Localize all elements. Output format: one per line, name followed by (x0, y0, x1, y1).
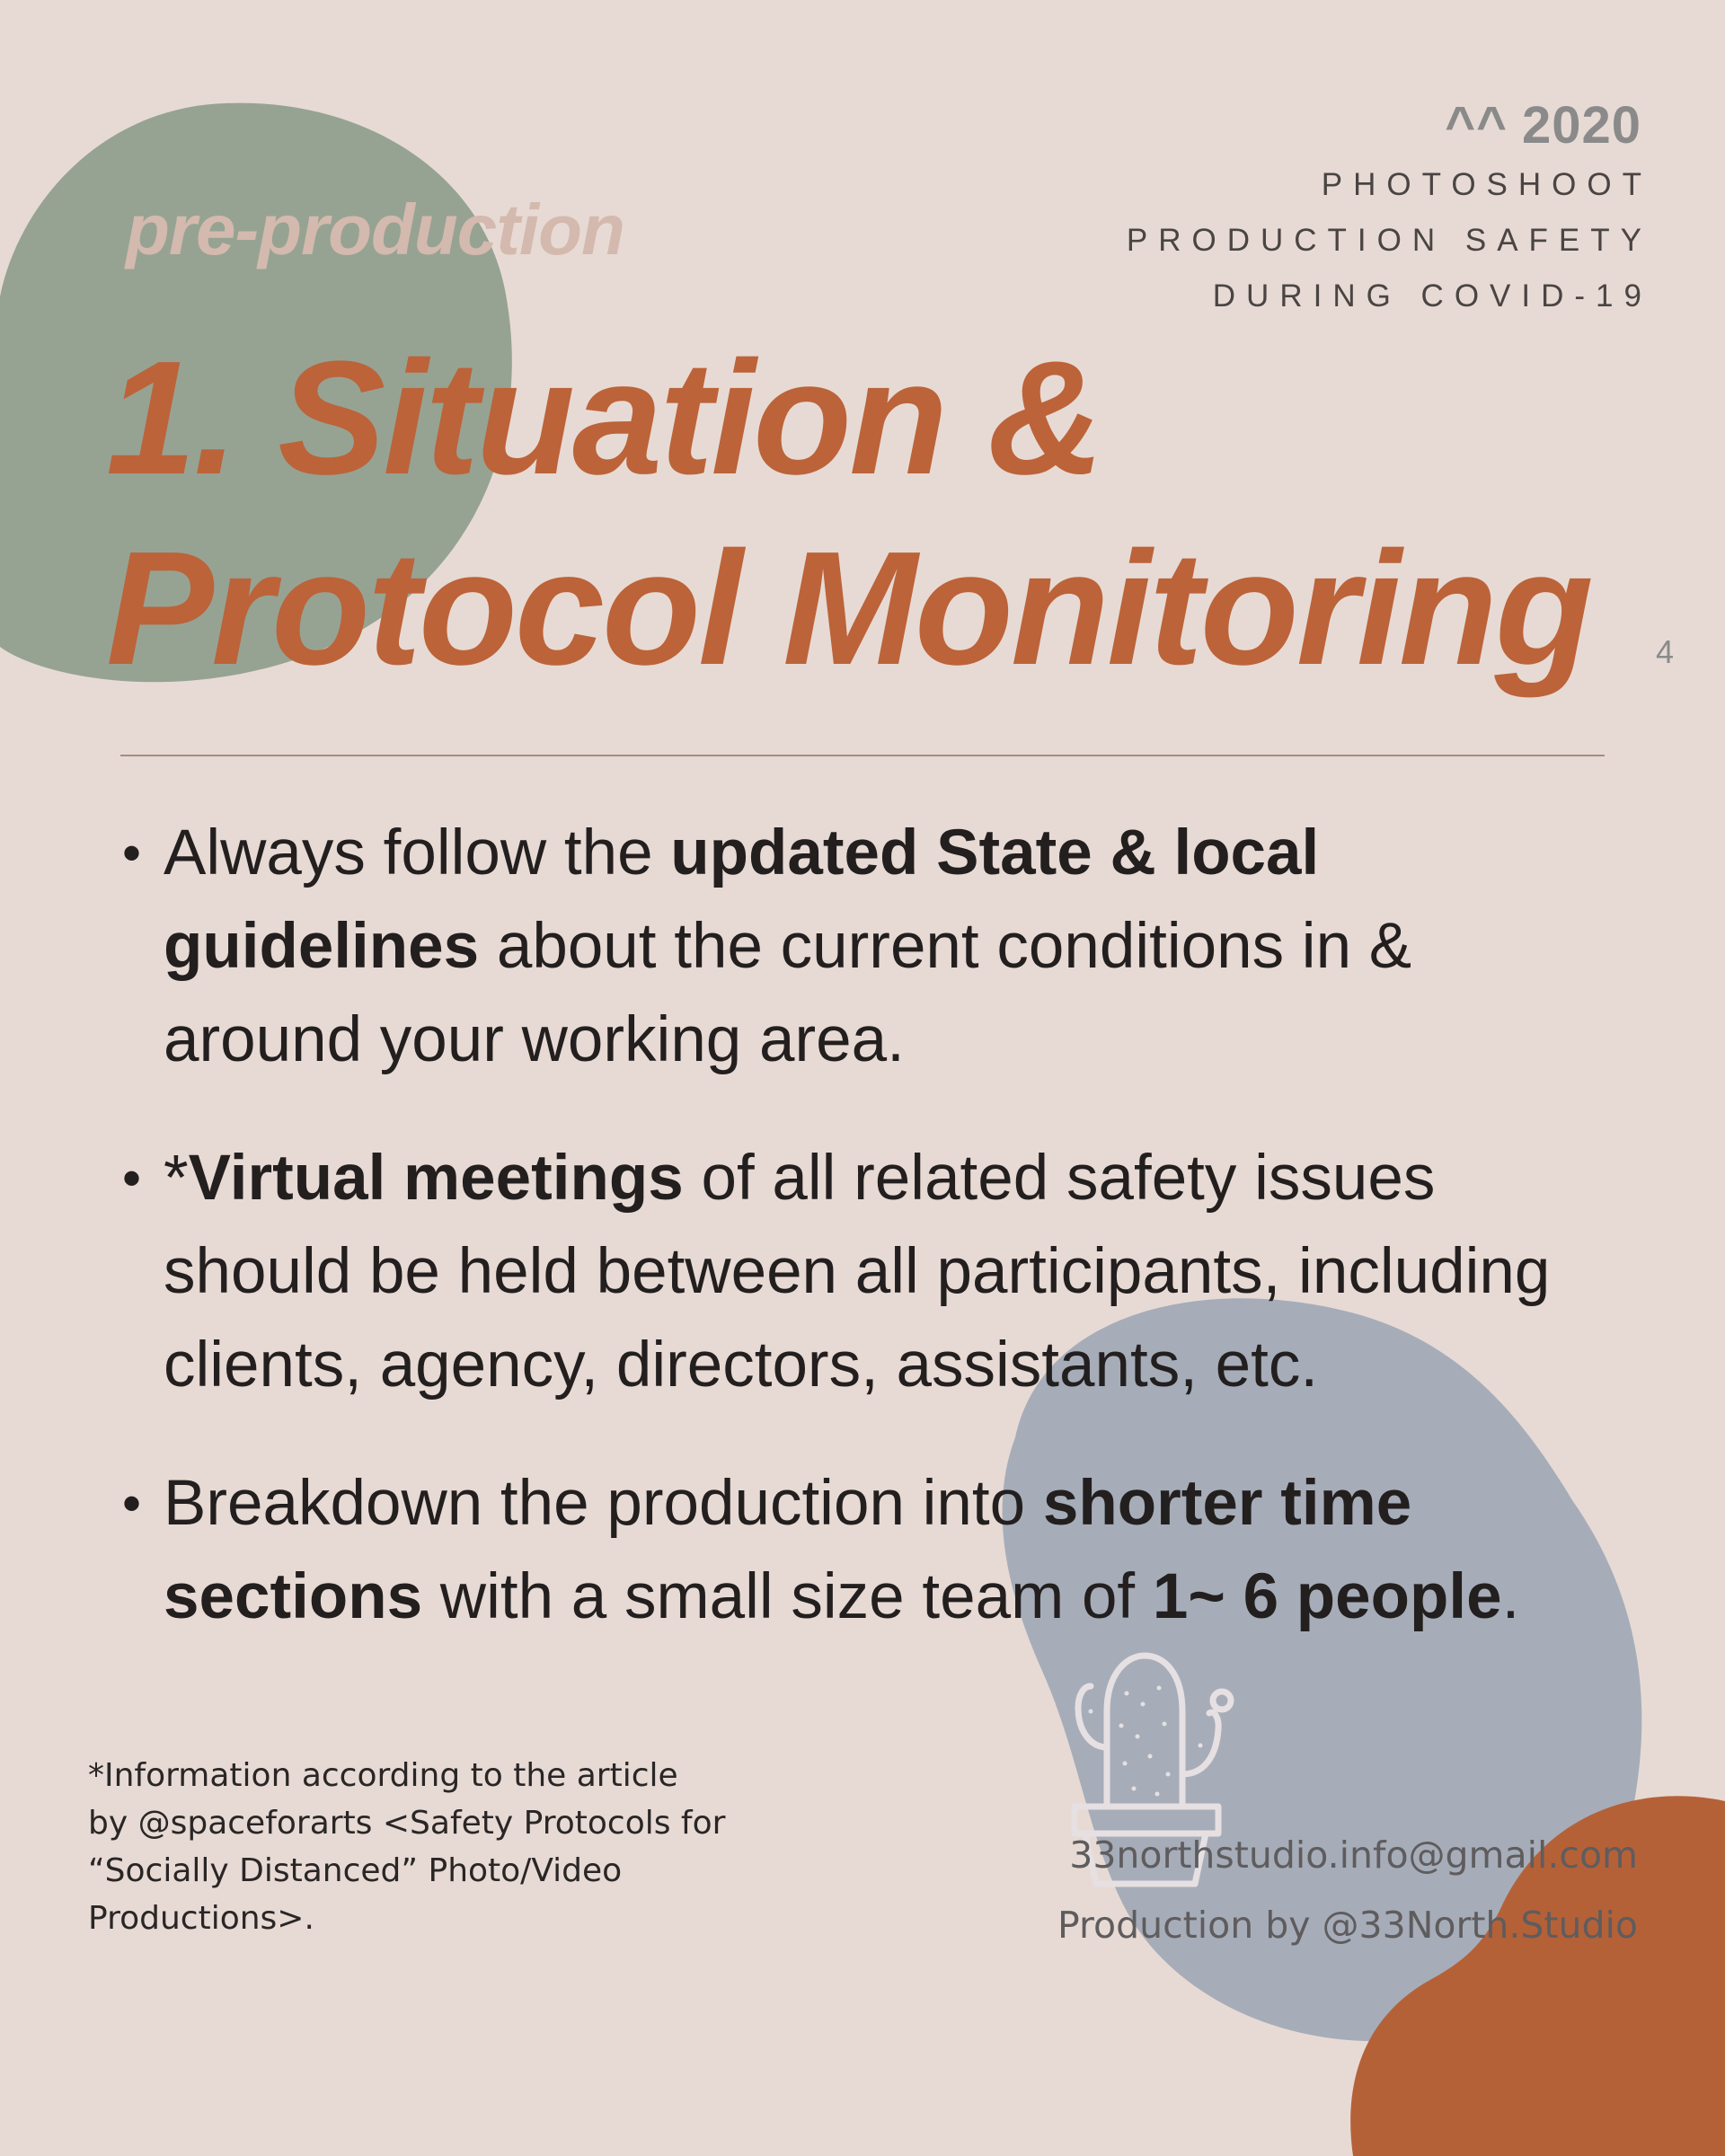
poster-header (1126, 94, 1652, 324)
bullet-emphasis: updated State & local guidelines (164, 817, 1320, 982)
year-value: 2020 (1521, 96, 1641, 155)
production-credit: Production by @33North.Studio (1057, 1904, 1638, 1947)
title-line-1: 1. Situation & (106, 328, 1102, 508)
bullet-icon: • (122, 1473, 142, 1533)
contact-email[interactable]: 33northstudio.info@gmail.com (1069, 1833, 1638, 1877)
bullet-text: . (1501, 1561, 1520, 1632)
page-title (106, 323, 1591, 704)
title-line-2: Protocol Monitoring (106, 518, 1591, 699)
bullet-list (120, 807, 1612, 1689)
bullet-text: with a small size team of (422, 1561, 1153, 1632)
divider (120, 755, 1605, 756)
bullet-emphasis: 1~ 6 people (1152, 1561, 1502, 1632)
list-item (120, 1457, 1612, 1644)
bullet-text: about the current conditions in & around your working area. (164, 911, 1412, 1075)
bullet-icon: • (122, 1148, 142, 1208)
footnote-line: by @spaceforarts <Safety Protocols for (88, 1805, 726, 1842)
bullet-emphasis: Virtual meetings (188, 1143, 684, 1214)
list-item (120, 1132, 1612, 1412)
footnote-line: Productions>. (88, 1900, 314, 1937)
bullet-text: of all related safety issues should be held between all participants, including clients, agency, directors, assistants, etc. (164, 1143, 1551, 1401)
footnote (88, 1752, 735, 1942)
list-item (120, 807, 1612, 1087)
bullet-text: Always follow the (164, 817, 671, 888)
bullet-text: Breakdown the production into (164, 1468, 1043, 1539)
contact-block (1057, 1820, 1638, 1960)
page-number: 4 (1656, 633, 1675, 670)
year-caret: ^^ (1445, 96, 1508, 155)
bullet-icon: • (122, 823, 142, 883)
footnote-line: *Information according to the article (88, 1757, 678, 1794)
year-label (1127, 94, 1641, 157)
tagline-line: PHOTOSHOOT (1321, 167, 1652, 202)
section-eyebrow: pre-production (126, 190, 624, 270)
tagline-line: PRODUCTION SAFETY (1126, 223, 1652, 258)
footnote-line: “Socially Distanced” Photo/Video (88, 1852, 623, 1889)
bullet-text: * (164, 1143, 189, 1214)
bullet-emphasis: shorter time sections (164, 1468, 1412, 1632)
tagline-line: DURING COVID-19 (1212, 278, 1652, 314)
